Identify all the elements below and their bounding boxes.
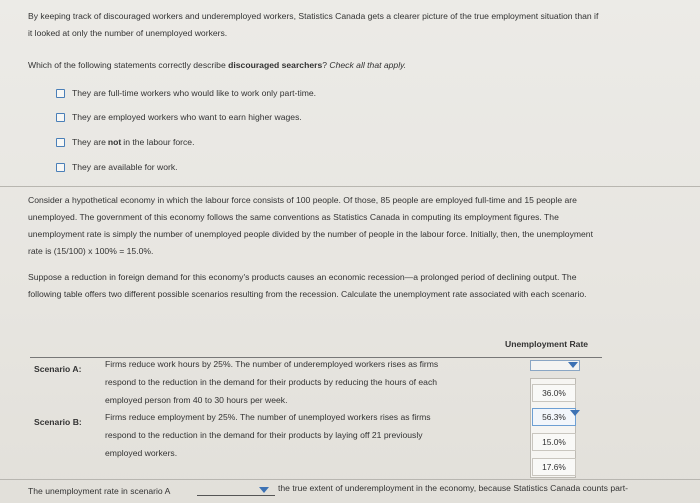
question-emphasis: discouraged searchers (228, 60, 323, 70)
option-label-pre: They are (72, 137, 106, 147)
scenario-a-compare-select[interactable] (197, 495, 275, 496)
option-not-in-labour-force[interactable] (56, 135, 194, 149)
question-instruction: Check all that apply. (329, 60, 407, 70)
option-available-for-work[interactable] (56, 160, 178, 174)
table-header-unemployment-rate: Unemployment Rate (505, 339, 589, 349)
section-divider (0, 186, 700, 187)
dropdown-option[interactable]: 36.0% (532, 384, 576, 402)
scenario-b-description (105, 408, 490, 462)
scenario-a-line-1: Firms reduce work hours by 25%. The number of underemployed workers rises as firms (105, 359, 439, 369)
option-label-post: in the labour force. (123, 137, 195, 147)
intro-paragraph (28, 8, 688, 42)
intro-line-2: it looked at only the number of unemployed workers. (28, 28, 228, 38)
option-label: They are available for work. (72, 162, 178, 172)
intro-line-1: By keeping track of discouraged workers and underemployed workers, Statistics Canada gets a clearer picture of the true employment situation than if (28, 11, 599, 21)
dropdown-option[interactable]: 15.0% (532, 433, 576, 451)
dropdown-option-selected[interactable]: 56.3% (532, 408, 576, 426)
checkbox[interactable] (56, 163, 65, 172)
recession-line-1: Suppose a reduction in foreign demand for this economy's products causes an economic recession—a prolonged period of declining output. The (28, 272, 577, 282)
recession-paragraph (28, 269, 693, 303)
option-employed-higher-wages[interactable] (56, 110, 302, 124)
scenario-a-description (105, 355, 490, 409)
option-label-bold: not (107, 137, 122, 147)
option-full-time-workers[interactable] (56, 86, 316, 100)
economy-line-4: rate is (15/100) x 100% = 15.0%. (28, 246, 154, 256)
question-prefix: Which of the following statements correctly describe (28, 60, 229, 70)
economy-line-1: Consider a hypothetical economy in which the labour force consists of 100 people. Of those, 85 people are employed full-time and 15 people are (28, 195, 577, 205)
bottom-question-prefix: The unemployment rate in scenario A (28, 486, 171, 496)
scenario-b-line-1: Firms reduce employment by 25%. The number of unemployed workers rises as firms (105, 412, 431, 422)
chevron-down-icon[interactable] (568, 362, 578, 368)
chevron-down-icon[interactable] (259, 487, 269, 493)
scenario-a-line-2: respond to the reduction in the demand for their products by reducing the hours of each (105, 377, 438, 387)
chevron-down-icon[interactable] (570, 410, 580, 416)
economy-paragraph (28, 192, 693, 260)
economy-line-3: unemployment rate is simply the number of unemployed people divided by the number of people in the labour force. Initially, then, the unemployment (28, 229, 593, 239)
checkbox[interactable] (56, 138, 65, 147)
scenario-a-label: Scenario A: (34, 364, 82, 374)
question-text (28, 57, 688, 74)
option-label: They are employed workers who want to earn higher wages. (72, 112, 302, 122)
bottom-question-suffix: the true extent of underemployment in the economy, because Statistics Canada counts part- (278, 483, 628, 493)
scenario-a-line-3: employed person from 40 to 30 hours per week. (105, 395, 288, 405)
scenario-b-label: Scenario B: (34, 417, 82, 427)
recession-line-2: following table offers two different possible scenarios resulting from the recession. Calculate the unemployment rate associated with each scenario. (28, 289, 587, 299)
rate-dropdown-list (530, 378, 576, 478)
scenario-b-line-2: respond to the reduction in the demand for their products by laying off 21 previously (105, 430, 423, 440)
checkbox[interactable] (56, 89, 65, 98)
scenario-b-line-3: employed workers. (105, 448, 178, 458)
option-label: They are full-time workers who would like to work only part-time. (72, 88, 317, 98)
checkbox[interactable] (56, 113, 65, 122)
economy-line-2: unemployed. The government of this economy follows the same conventions as Statistics Canada in computing its employment figures. The (28, 212, 559, 222)
dropdown-option[interactable]: 17.6% (532, 458, 576, 476)
bottom-divider (0, 479, 700, 480)
question-suffix: ? (322, 60, 330, 70)
